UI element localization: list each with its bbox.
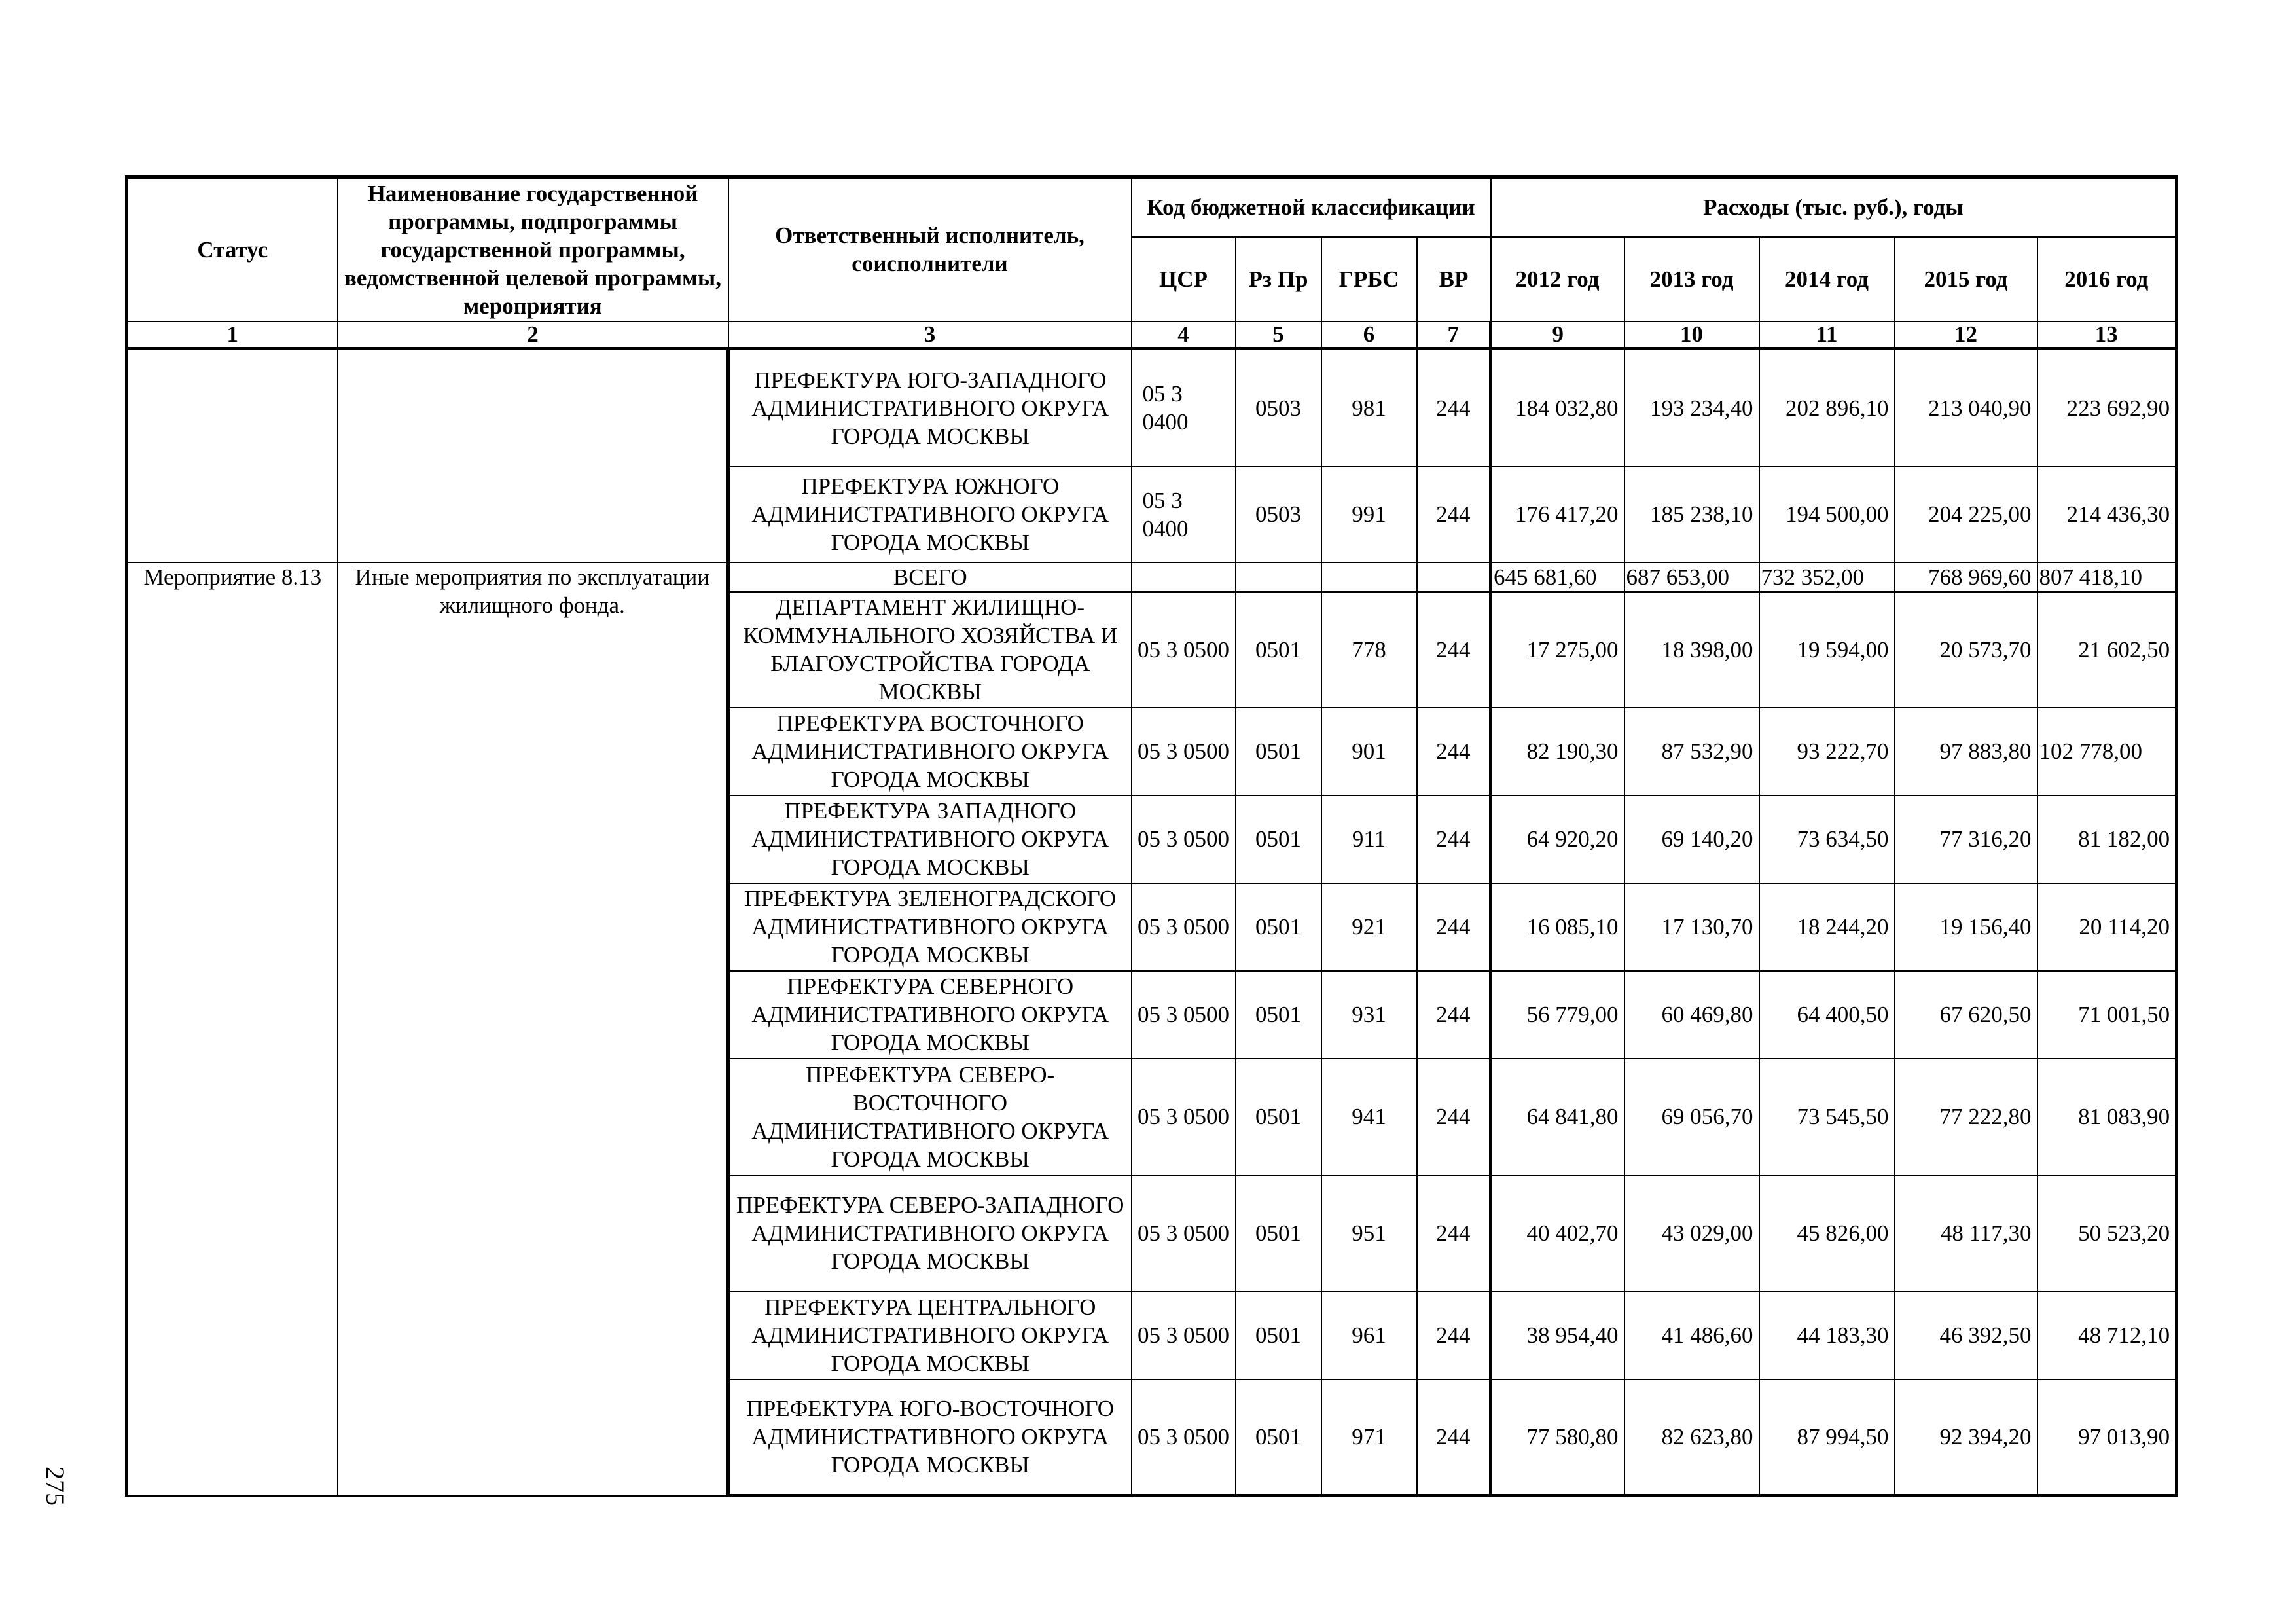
value-2016: 214 436,30 <box>2037 467 2177 562</box>
measure-name: Иные мероприятия по эксплуатации жилищного фонда. <box>338 562 728 1496</box>
csr-cell: 05 3 0400 <box>1132 349 1236 467</box>
value-2015: 213 040,90 <box>1895 349 2037 467</box>
vr-cell: 244 <box>1417 708 1491 795</box>
executor-cell: ПРЕФЕКТУРА ЗЕЛЕНОГРАДСКОГО АДМИНИСТРАТИВНОГО ОКРУГА ГОРОДА МОСКВЫ <box>728 883 1132 971</box>
csr-cell: 05 3 0500 <box>1132 1175 1236 1292</box>
value-2012: 38 954,40 <box>1491 1292 1624 1379</box>
budget-table <box>125 175 2178 1497</box>
value-2012: 40 402,70 <box>1491 1175 1624 1292</box>
executor-cell: ПРЕФЕКТУРА ЮЖНОГО АДМИНИСТРАТИВНОГО ОКРУГА ГОРОДА МОСКВЫ <box>728 467 1132 562</box>
column-number: 13 <box>2037 321 2177 349</box>
column-number: 10 <box>1624 321 1759 349</box>
csr-cell: 05 3 0400 <box>1132 467 1236 562</box>
column-number: 6 <box>1321 321 1417 349</box>
measure-status: Мероприятие 8.13 <box>127 562 338 1496</box>
total-row <box>127 562 2177 592</box>
value-2012: 64 841,80 <box>1491 1059 1624 1175</box>
executor-cell: ПРЕФЕКТУРА ЮГО-ЗАПАДНОГО АДМИНИСТРАТИВНОГО ОКРУГА ГОРОДА МОСКВЫ <box>728 349 1132 467</box>
header-rzpr: Рз Пр <box>1236 237 1321 321</box>
rzpr-cell: 0501 <box>1236 1292 1321 1379</box>
csr-cell: 05 3 0500 <box>1132 1059 1236 1175</box>
grbs-cell: 911 <box>1321 795 1417 883</box>
value-2016: 102 778,00 <box>2037 708 2177 795</box>
executor-cell: ПРЕФЕКТУРА СЕВЕРНОГО АДМИНИСТРАТИВНОГО ОКРУГА ГОРОДА МОСКВЫ <box>728 971 1132 1059</box>
value-2016: 20 114,20 <box>2037 883 2177 971</box>
csr-cell: 05 3 0500 <box>1132 971 1236 1059</box>
value-2015: 67 620,50 <box>1895 971 2037 1059</box>
value-2015: 19 156,40 <box>1895 883 2037 971</box>
column-number: 1 <box>127 321 338 349</box>
value-2016: 81 083,90 <box>2037 1059 2177 1175</box>
grbs-cell: 991 <box>1321 467 1417 562</box>
grbs-cell <box>1321 562 1417 592</box>
value-2012: 77 580,80 <box>1491 1379 1624 1496</box>
column-number: 9 <box>1491 321 1624 349</box>
value-2015: 48 117,30 <box>1895 1175 2037 1292</box>
header-expenses-group: Расходы (тыс. руб.), годы <box>1491 177 2177 237</box>
value-2014: 202 896,10 <box>1759 349 1895 467</box>
value-2015: 77 316,20 <box>1895 795 2037 883</box>
header-2012: 2012 год <box>1491 237 1624 321</box>
grbs-cell: 981 <box>1321 349 1417 467</box>
rzpr-cell: 0501 <box>1236 1059 1321 1175</box>
header-grbs: ГРБС <box>1321 237 1417 321</box>
vr-cell: 244 <box>1417 592 1491 708</box>
value-2016: 48 712,10 <box>2037 1292 2177 1379</box>
executor-cell: ПРЕФЕКТУРА СЕВЕРО-ЗАПАДНОГО АДМИНИСТРАТИВНОГО ОКРУГА ГОРОДА МОСКВЫ <box>728 1175 1132 1292</box>
grbs-cell: 961 <box>1321 1292 1417 1379</box>
grbs-cell: 901 <box>1321 708 1417 795</box>
header-name: Наименование государственной программы, подпрограммы государственной программы, ведомственной целевой программы, мероприятия <box>338 177 728 321</box>
executor-cell: ПРЕФЕКТУРА ЗАПАДНОГО АДМИНИСТРАТИВНОГО ОКРУГА ГОРОДА МОСКВЫ <box>728 795 1132 883</box>
value-2012: 17 275,00 <box>1491 592 1624 708</box>
header-2016: 2016 год <box>2037 237 2177 321</box>
value-2016: 50 523,20 <box>2037 1175 2177 1292</box>
column-number: 5 <box>1236 321 1321 349</box>
value-2012: 64 920,20 <box>1491 795 1624 883</box>
table-row <box>127 349 2177 467</box>
value-2014: 19 594,00 <box>1759 592 1895 708</box>
total-2014: 732 352,00 <box>1759 562 1895 592</box>
header-vr: ВР <box>1417 237 1491 321</box>
rzpr-cell: 0501 <box>1236 1175 1321 1292</box>
csr-cell: 05 3 0500 <box>1132 1292 1236 1379</box>
value-2014: 73 634,50 <box>1759 795 1895 883</box>
value-2012: 184 032,80 <box>1491 349 1624 467</box>
executor-cell: ПРЕФЕКТУРА ЦЕНТРАЛЬНОГО АДМИНИСТРАТИВНОГО ОКРУГА ГОРОДА МОСКВЫ <box>728 1292 1132 1379</box>
header-2014: 2014 год <box>1759 237 1895 321</box>
rzpr-cell: 0501 <box>1236 971 1321 1059</box>
value-2013: 82 623,80 <box>1624 1379 1759 1496</box>
value-2014: 44 183,30 <box>1759 1292 1895 1379</box>
value-2014: 194 500,00 <box>1759 467 1895 562</box>
value-2014: 87 994,50 <box>1759 1379 1895 1496</box>
status-cell <box>127 349 338 562</box>
csr-cell: 05 3 0500 <box>1132 883 1236 971</box>
csr-cell <box>1132 562 1236 592</box>
value-2014: 64 400,50 <box>1759 971 1895 1059</box>
value-2013: 69 056,70 <box>1624 1059 1759 1175</box>
header-executor: Ответственный исполнитель, соисполнители <box>728 177 1132 321</box>
header-2015: 2015 год <box>1895 237 2037 321</box>
total-label: ВСЕГО <box>728 562 1132 592</box>
value-2016: 71 001,50 <box>2037 971 2177 1059</box>
rzpr-cell: 0501 <box>1236 795 1321 883</box>
grbs-cell: 951 <box>1321 1175 1417 1292</box>
value-2013: 17 130,70 <box>1624 883 1759 971</box>
value-2015: 97 883,80 <box>1895 708 2037 795</box>
value-2015: 20 573,70 <box>1895 592 2037 708</box>
value-2014: 45 826,00 <box>1759 1175 1895 1292</box>
vr-cell: 244 <box>1417 467 1491 562</box>
header-code-group: Код бюджетной классификации <box>1132 177 1491 237</box>
total-2015: 768 969,60 <box>1895 562 2037 592</box>
vr-cell: 244 <box>1417 1292 1491 1379</box>
total-2013: 687 653,00 <box>1624 562 1759 592</box>
executor-cell: ПРЕФЕКТУРА СЕВЕРО-ВОСТОЧНОГО АДМИНИСТРАТИВНОГО ОКРУГА ГОРОДА МОСКВЫ <box>728 1059 1132 1175</box>
value-2013: 185 238,10 <box>1624 467 1759 562</box>
value-2014: 18 244,20 <box>1759 883 1895 971</box>
total-2012: 645 681,60 <box>1491 562 1624 592</box>
csr-cell: 05 3 0500 <box>1132 592 1236 708</box>
csr-cell: 05 3 0500 <box>1132 795 1236 883</box>
page-number: 275 <box>41 1467 70 1506</box>
value-2013: 87 532,90 <box>1624 708 1759 795</box>
value-2013: 60 469,80 <box>1624 971 1759 1059</box>
column-number: 2 <box>338 321 728 349</box>
rzpr-cell <box>1236 562 1321 592</box>
value-2015: 77 222,80 <box>1895 1059 2037 1175</box>
vr-cell: 244 <box>1417 883 1491 971</box>
rzpr-cell: 0501 <box>1236 592 1321 708</box>
header-status: Статус <box>127 177 338 321</box>
vr-cell <box>1417 562 1491 592</box>
value-2013: 18 398,00 <box>1624 592 1759 708</box>
executor-cell: ПРЕФЕКТУРА ЮГО-ВОСТОЧНОГО АДМИНИСТРАТИВНОГО ОКРУГА ГОРОДА МОСКВЫ <box>728 1379 1132 1496</box>
rzpr-cell: 0503 <box>1236 467 1321 562</box>
vr-cell: 244 <box>1417 1379 1491 1496</box>
value-2013: 193 234,40 <box>1624 349 1759 467</box>
value-2012: 16 085,10 <box>1491 883 1624 971</box>
executor-cell: ДЕПАРТАМЕНТ ЖИЛИЩНО-КОММУНАЛЬНОГО ХОЗЯЙСТВА И БЛАГОУСТРОЙСТВА ГОРОДА МОСКВЫ <box>728 592 1132 708</box>
column-number: 4 <box>1132 321 1236 349</box>
grbs-cell: 971 <box>1321 1379 1417 1496</box>
value-2015: 92 394,20 <box>1895 1379 2037 1496</box>
value-2014: 73 545,50 <box>1759 1059 1895 1175</box>
executor-cell: ПРЕФЕКТУРА ВОСТОЧНОГО АДМИНИСТРАТИВНОГО ОКРУГА ГОРОДА МОСКВЫ <box>728 708 1132 795</box>
name-cell <box>338 349 728 562</box>
value-2014: 93 222,70 <box>1759 708 1895 795</box>
value-2012: 82 190,30 <box>1491 708 1624 795</box>
grbs-cell: 931 <box>1321 971 1417 1059</box>
value-2013: 43 029,00 <box>1624 1175 1759 1292</box>
vr-cell: 244 <box>1417 1059 1491 1175</box>
rzpr-cell: 0501 <box>1236 883 1321 971</box>
grbs-cell: 778 <box>1321 592 1417 708</box>
value-2016: 97 013,90 <box>2037 1379 2177 1496</box>
csr-cell: 05 3 0500 <box>1132 1379 1236 1496</box>
value-2013: 41 486,60 <box>1624 1292 1759 1379</box>
header-2013: 2013 год <box>1624 237 1759 321</box>
grbs-cell: 921 <box>1321 883 1417 971</box>
column-number: 3 <box>728 321 1132 349</box>
value-2015: 204 225,00 <box>1895 467 2037 562</box>
column-number: 11 <box>1759 321 1895 349</box>
value-2012: 56 779,00 <box>1491 971 1624 1059</box>
value-2016: 223 692,90 <box>2037 349 2177 467</box>
value-2013: 69 140,20 <box>1624 795 1759 883</box>
total-2016: 807 418,10 <box>2037 562 2177 592</box>
grbs-cell: 941 <box>1321 1059 1417 1175</box>
column-number: 7 <box>1417 321 1491 349</box>
vr-cell: 244 <box>1417 795 1491 883</box>
rzpr-cell: 0501 <box>1236 1379 1321 1496</box>
rzpr-cell: 0501 <box>1236 708 1321 795</box>
header-csr: ЦСР <box>1132 237 1236 321</box>
vr-cell: 244 <box>1417 349 1491 467</box>
column-number: 12 <box>1895 321 2037 349</box>
value-2016: 21 602,50 <box>2037 592 2177 708</box>
vr-cell: 244 <box>1417 1175 1491 1292</box>
csr-cell: 05 3 0500 <box>1132 708 1236 795</box>
vr-cell: 244 <box>1417 971 1491 1059</box>
value-2012: 176 417,20 <box>1491 467 1624 562</box>
value-2015: 46 392,50 <box>1895 1292 2037 1379</box>
rzpr-cell: 0503 <box>1236 349 1321 467</box>
value-2016: 81 182,00 <box>2037 795 2177 883</box>
